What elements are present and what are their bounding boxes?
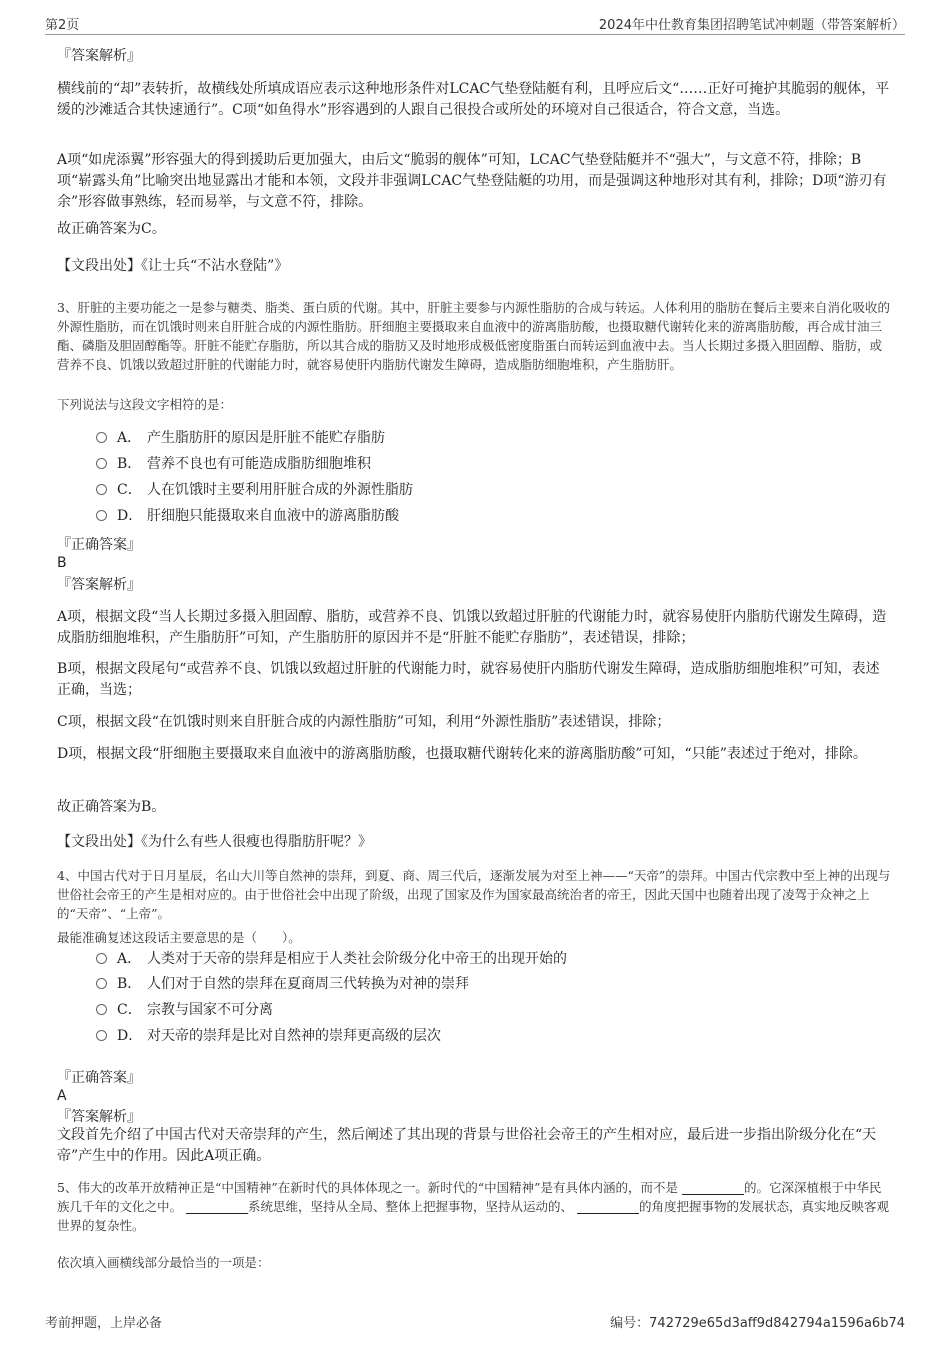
q3-option-c[interactable]: C． 人在饥饿时主要利用肝脏合成的外源性脂肪 <box>96 480 413 500</box>
q3-prompt: 下列说法与这段文字相符的是： <box>57 397 233 412</box>
q3-source: 【文段出处】《为什么有些人很瘦也得脂肪肝呢？》 <box>57 834 372 850</box>
radio-button-icon[interactable] <box>96 978 107 989</box>
q3-answer: 故正确答案为B。 <box>57 799 166 815</box>
radio-button-icon[interactable] <box>96 953 107 964</box>
q3-stem: 3、肝脏的主要功能之一是参与糖类、脂类、蛋白质的代谢。其中，肝脏主要参与内源性脂肪的合成与转运。人体利用的脂肪在餐后主要来自消化吸收的外源性脂肪，而在饥饿时则来自肝脏合成的内源性脂肪。肝细胞主要摄取来自血液中的游离脂肪酸，也摄取糖代谢转化来的游离脂肪酸，再合成甘油三酯、磷脂及胆固醇酯等。肝脏不能贮存脂肪，所以其合成的脂肪又及时地形成极低密度脂蛋白而转运到血液中去。当人长期过多摄入胆固醇、脂肪，或营养不良、饥饿以致超过肝脏的代谢能力时，就容易使肝内脂肪代谢发生障碍，造成脂肪细胞堆积，产生脂肪肝。 <box>57 300 890 372</box>
q3-option-a[interactable]: A． 产生脂肪肝的原因是肝脏不能贮存脂肪 <box>96 428 385 448</box>
q4-stem: 4、中国古代对于日月星辰，名山大川等自然神的崇拜，到夏、商、周三代后，逐渐发展为对至上神——“天帝”的崇拜。中国古代宗教中至上神的出现与世俗社会帝王的产生是相对应的。由于世俗社会中出现了阶级，出现了国家及作为国家最高统治者的帝王，因此天国中也随着出现了凌驾于众神之上的“天帝”、“上帝”。 <box>57 868 891 921</box>
q2-analysis-para1: 横线前的“却”表转折，故横线处所填成语应表示这种地形条件对LCAC气垫登陆艇有利，且呼应后文“……正好可掩护其脆弱的舰体，平缓的沙滩适合其快速通行”。C项“如鱼得水”形容遇到的人跟自己很投合或所处的环境对自己很适合，符合文意，当选。 <box>57 81 890 118</box>
radio-button-icon[interactable] <box>96 432 107 443</box>
q3-analysis-d: D项，根据文段“肝细胞主要摄取来自血液中的游离脂肪酸，也摄取糖代谢转化来的游离脂肪酸”可知，“只能”表述过于绝对，排除。 <box>57 746 867 762</box>
fill-blank-2[interactable] <box>186 1199 248 1214</box>
radio-button-icon[interactable] <box>96 1030 107 1041</box>
q2-analysis-para2: A项“如虎添翼”形容强大的得到援助后更加强大，由后文“脆弱的舰体”可知，LCAC气垫登陆艇并不“强大”，与文意不符，排除；B项“崭露头角”比喻突出地显露出才能和本领，文段并非强调LCAC气垫登陆艇的功用，而是强调这种地形对其有利，排除；D项“游刃有余”形容做事熟练，轻而易举，与文意不符，排除。 <box>57 152 887 210</box>
radio-button-icon[interactable] <box>96 1004 107 1015</box>
q3-analysis-a: A项，根据文段“当人长期过多摄入胆固醇、脂肪，或营养不良、饥饿以致超过肝脏的代谢能力时，就容易使肝内脂肪代谢发生障碍，造成脂肪细胞堆积，产生脂肪肝”可知，产生脂肪肝的原因并不是“肝脏不能贮存脂肪”，表述错误，排除； <box>57 609 887 646</box>
page-number: 第2页 <box>45 18 80 33</box>
document-title: 2024年中仕教育集团招聘笔试冲刺题（带答案解析） <box>598 18 905 33</box>
q2-analysis-label: 『答案解析』 <box>57 48 141 64</box>
fill-blank-1[interactable] <box>682 1180 744 1195</box>
q5-prompt: 依次填入画横线部分最恰当的一项是： <box>57 1255 270 1270</box>
q3-analysis-c: C项，根据文段“在饥饿时则来自肝脏合成的内源性脂肪”可知，利用“外源性脂肪”表述错误，排除； <box>57 714 671 730</box>
radio-button-icon[interactable] <box>96 458 107 469</box>
footer-code: 编号：742729e65d3aff9d842794a1596a6b74 <box>610 1316 905 1331</box>
q3-option-b[interactable]: B． 营养不良也有可能造成脂肪细胞堆积 <box>96 454 371 474</box>
q3-analysis-label: 『答案解析』 <box>57 577 141 593</box>
footer-slogan: 考前押题，上岸必备 <box>45 1316 163 1331</box>
q2-answer: 故正确答案为C。 <box>57 221 166 237</box>
q3-option-d[interactable]: D． 肝细胞只能摄取来自血液中的游离脂肪酸 <box>96 506 399 526</box>
q4-option-a[interactable]: A． 人类对于天帝的崇拜是相应于人类社会阶级分化中帝王的出现开始的 <box>96 949 567 969</box>
page-header <box>45 10 905 35</box>
fill-blank-3[interactable] <box>577 1199 639 1214</box>
q4-analysis: 文段首先介绍了中国古代对天帝崇拜的产生，然后阐述了其出现的背景与世俗社会帝王的产生相对应，最后进一步指出阶级分化在“天帝”产生中的作用。因此A项正确。 <box>57 1127 877 1164</box>
radio-button-icon[interactable] <box>96 484 107 495</box>
q4-option-b[interactable]: B． 人们对于自然的崇拜在夏商周三代转换为对神的崇拜 <box>96 974 469 994</box>
q3-analysis-b: B项，根据文段尾句“或营养不良、饥饿以致超过肝脏的代谢能力时，就容易使肝内脂肪代谢发生障碍，造成脂肪细胞堆积”可知，表述正确，当选； <box>57 661 880 698</box>
q3-correct-label: 『正确答案』 <box>57 537 141 553</box>
q4-correct-answer: A <box>57 1088 67 1104</box>
q4-option-d[interactable]: D． 对天帝的崇拜是比对自然神的崇拜更高级的层次 <box>96 1026 441 1046</box>
q4-analysis-label: 『答案解析』 <box>57 1109 141 1125</box>
radio-button-icon[interactable] <box>96 510 107 521</box>
q4-correct-label: 『正确答案』 <box>57 1070 141 1086</box>
q5-stem: 5、伟大的改革开放精神正是“中国精神”在新时代的具体体现之一。新时代的“中国精神”是有具体内涵的，而不是 的。它深深植根于中华民族几千年的文化之中。 系统思维，坚持从全局、整体上把握事物，坚持从运动的、 的角度把握事物的发展状态，真实地反映客观世界的复杂性。 <box>57 1180 890 1233</box>
q4-prompt: 最能准确复述这段话主要意思的是（ ）。 <box>57 930 301 945</box>
q4-option-c[interactable]: C． 宗教与国家不可分离 <box>96 1000 273 1020</box>
q3-correct-answer: B <box>57 555 67 571</box>
q2-source: 【文段出处】《让士兵“不沾水登陆”》 <box>57 258 289 274</box>
